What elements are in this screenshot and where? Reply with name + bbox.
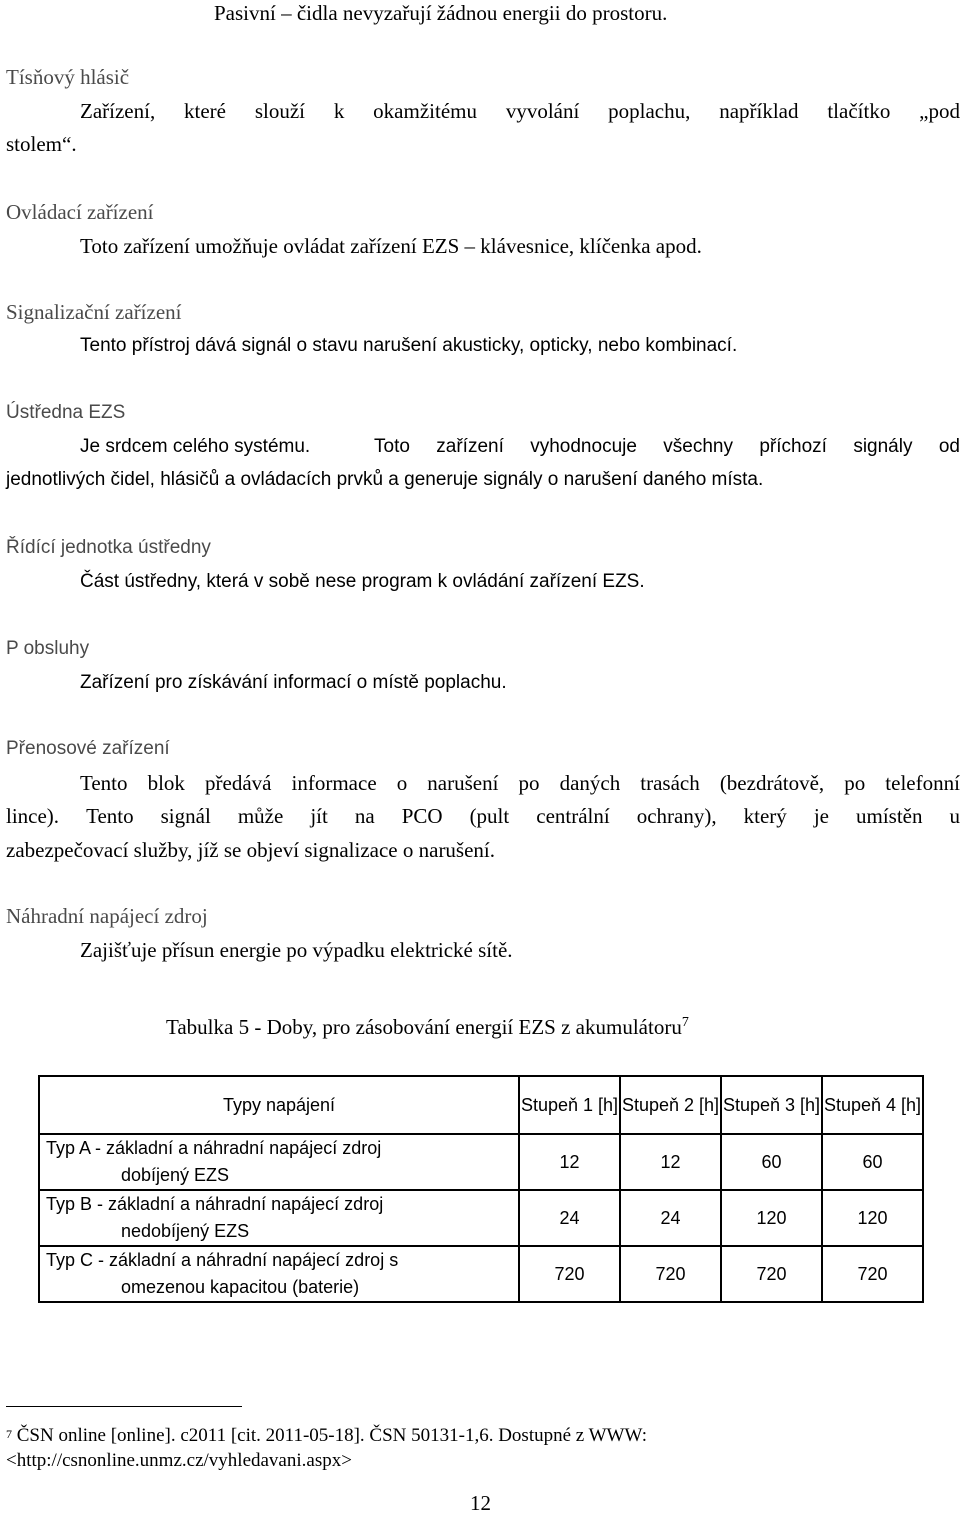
- word: po: [844, 770, 865, 796]
- control-unit-term: Řídící jednotka ústředny: [6, 535, 211, 561]
- transmission-device-definition-line1: [80, 770, 960, 796]
- table-cell: 720: [519, 1246, 620, 1302]
- header-stage-2: Stupeň 2 [h]: [620, 1076, 721, 1134]
- table-cell: 120: [721, 1190, 822, 1246]
- word: signál: [161, 803, 211, 829]
- word: centrální: [536, 803, 609, 829]
- word: po: [519, 770, 540, 796]
- table-row: [39, 1246, 923, 1302]
- word: vyvolání: [506, 98, 580, 124]
- transmission-device-definition-line3: zabezpečovací služby, jíž se objeví signalizace o narušení.: [6, 837, 495, 863]
- word: může: [238, 803, 283, 829]
- word: blok: [148, 770, 185, 796]
- word: který: [744, 803, 787, 829]
- row-label-line2: nedobíjený EZS: [46, 1218, 512, 1245]
- table-cell: 60: [721, 1134, 822, 1190]
- backup-power-term: Náhradní napájecí zdroj: [6, 903, 208, 929]
- word: (bezdrátově,: [720, 770, 824, 796]
- control-device-definition: Toto zařízení umožňuje ovládat zařízení EZS – klávesnice, klíčenka apod.: [80, 233, 702, 259]
- central-unit-definition-part-a: Je srdcem celého systému.: [80, 434, 310, 460]
- table-cell: 24: [519, 1190, 620, 1246]
- table-cell: 120: [822, 1190, 923, 1246]
- word: ochrany),: [637, 803, 717, 829]
- word: slouží: [255, 98, 305, 124]
- control-device-term: Ovládací zařízení: [6, 199, 154, 225]
- word: lince).: [6, 803, 59, 829]
- word: například: [719, 98, 798, 124]
- word: (pult: [470, 803, 510, 829]
- table-cell: 720: [721, 1246, 822, 1302]
- word: signály: [853, 434, 912, 460]
- table-caption-text: Tabulka 5 - Doby, pro zásobování energií EZS z akumulátoru: [166, 1015, 682, 1039]
- signaling-device-definition: Tento přístroj dává signál o stavu narušení akusticky, opticky, nebo kombinací.: [80, 333, 737, 359]
- word: informace: [292, 770, 377, 796]
- word: PCO: [402, 803, 443, 829]
- word: Tento: [86, 803, 134, 829]
- row-label: [39, 1134, 519, 1190]
- word: od: [939, 434, 960, 460]
- panic-button-definition-line2: stolem“.: [6, 131, 77, 157]
- word: daných: [560, 770, 621, 796]
- backup-power-definition: Zajišťuje přísun energie po výpadku elektrické sítě.: [80, 937, 513, 963]
- row-label: [39, 1246, 519, 1302]
- word: které: [184, 98, 226, 124]
- power-duration-table: [38, 1075, 924, 1303]
- footnote-citation: ČSN online [online]. c2011 [cit. 2011-05-18]. ČSN 50131-1,6. Dostupné z WWW:: [17, 1425, 647, 1446]
- table-cell: 720: [620, 1246, 721, 1302]
- operator-panel-definition: Zařízení pro získávání informací o místě poplachu.: [80, 670, 507, 696]
- signaling-device-term: Signalizační zařízení: [6, 299, 182, 325]
- panic-button-definition-line1: [80, 98, 960, 124]
- table-header-row: [39, 1076, 923, 1134]
- word: zařízení: [436, 434, 504, 460]
- table-row: [39, 1190, 923, 1246]
- central-unit-definition-part-b: [374, 434, 960, 460]
- word: předává: [205, 770, 271, 796]
- word: jít: [310, 803, 328, 829]
- panic-button-term: Tísňový hlásič: [6, 64, 129, 90]
- table-cell: 12: [620, 1134, 721, 1190]
- word: k: [334, 98, 345, 124]
- central-unit-term: Ústředna EZS: [6, 400, 125, 426]
- row-label: [39, 1190, 519, 1246]
- word: na: [355, 803, 375, 829]
- row-label-line2: dobíjený EZS: [46, 1162, 512, 1189]
- row-label-line1: Typ C - základní a náhradní napájecí zdroj s: [46, 1247, 512, 1274]
- word: trasách: [640, 770, 699, 796]
- operator-panel-term: P obsluhy: [6, 636, 89, 662]
- table-row: [39, 1134, 923, 1190]
- central-unit-definition-line2: jednotlivých čidel, hlásičů a ovládacích prvků a generuje signály o narušení daného místa.: [6, 467, 763, 493]
- word: Zařízení,: [80, 98, 155, 124]
- passive-sensors-text: Pasivní – čidla nevyzařují žádnou energii do prostoru.: [214, 0, 667, 26]
- word: telefonní: [885, 770, 960, 796]
- transmission-device-term: Přenosové zařízení: [6, 736, 170, 762]
- control-unit-definition: Část ústředny, která v sobě nese program k ovládání zařízení EZS.: [80, 569, 645, 595]
- word: všechny: [663, 434, 733, 460]
- word: okamžitému: [373, 98, 477, 124]
- header-stage-1: Stupeň 1 [h]: [519, 1076, 620, 1134]
- row-label-line1: Typ A - základní a náhradní napájecí zdroj: [46, 1135, 512, 1162]
- word: Tento: [80, 770, 128, 796]
- table-cell: 720: [822, 1246, 923, 1302]
- footnote-line2: <http://csnonline.unmz.cz/vyhledavani.aspx>: [6, 1449, 352, 1473]
- word: o: [397, 770, 408, 796]
- table-cell: 60: [822, 1134, 923, 1190]
- table-cell: 12: [519, 1134, 620, 1190]
- table-caption: [166, 1012, 689, 1042]
- row-label-line1: Typ B - základní a náhradní napájecí zdroj: [46, 1191, 512, 1218]
- word: tlačítko: [827, 98, 890, 124]
- word: narušení: [427, 770, 498, 796]
- header-stage-4: Stupeň 4 [h]: [822, 1076, 923, 1134]
- word: u: [950, 803, 960, 829]
- word: příchozí: [759, 434, 827, 460]
- header-stage-3: Stupeň 3 [h]: [721, 1076, 822, 1134]
- row-label-line2: omezenou kapacitou (baterie): [46, 1274, 512, 1301]
- word: umístěn: [856, 803, 923, 829]
- header-power-type: Typy napájení: [39, 1076, 519, 1134]
- word: je: [814, 803, 829, 829]
- page-number: 12: [470, 1490, 491, 1516]
- footnote-reference: 7: [682, 1015, 689, 1030]
- footnote-divider: [6, 1406, 242, 1407]
- word: Toto: [374, 434, 410, 460]
- table-cell: 24: [620, 1190, 721, 1246]
- word: „pod: [919, 98, 960, 124]
- footnote-number: 7: [6, 1427, 12, 1441]
- word: vyhodnocuje: [530, 434, 637, 460]
- transmission-device-definition-line2: [6, 803, 960, 829]
- footnote-line1: [6, 1424, 647, 1448]
- word: poplachu,: [608, 98, 690, 124]
